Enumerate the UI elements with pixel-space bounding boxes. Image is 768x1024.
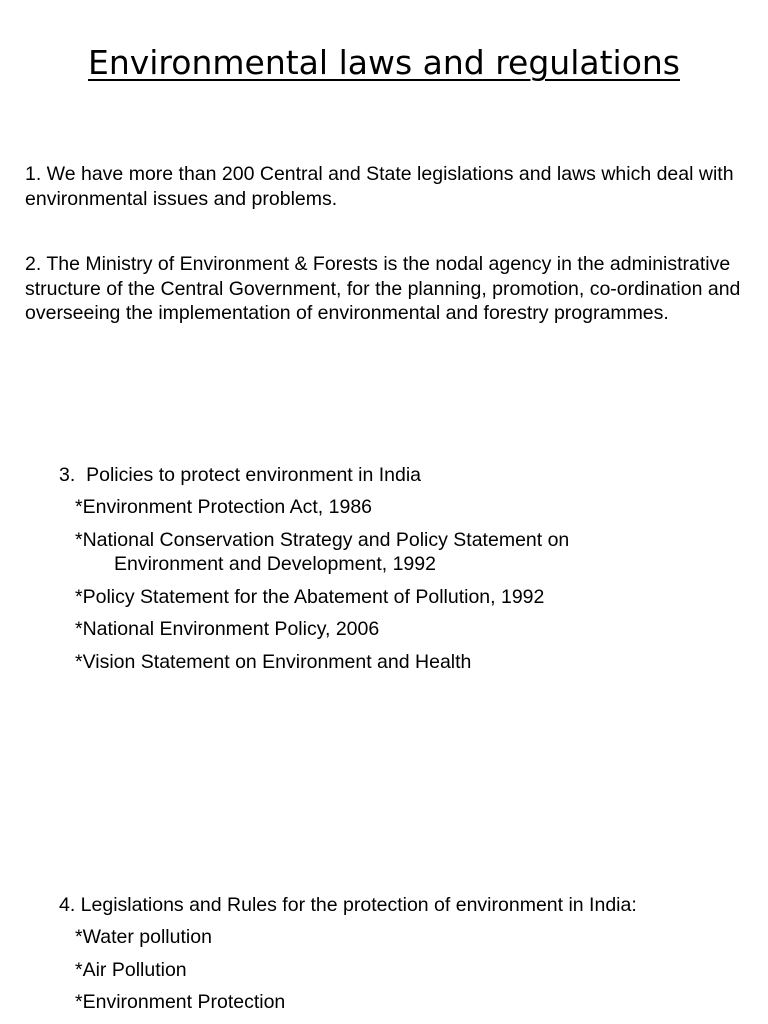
policy-item: *Policy Statement for the Abatement of Pollution, 1992	[75, 585, 545, 608]
legislation-item: *Environment Protection	[75, 991, 286, 1013]
policy-item: *Vision Statement on Environment and Health	[75, 650, 472, 673]
legislations-section	[59, 893, 749, 1015]
paragraph-2: 2. The Ministry of Environment & Forests is the nodal agency in the administrative structure of the Central Government, for the planning, promotion, co-ordination and overseeing the implementation of environmental and forestry programmes.	[25, 253, 741, 324]
page-title: Environmental laws and regulations	[87, 43, 681, 82]
policies-section	[59, 463, 749, 674]
policy-item	[75, 528, 749, 577]
policy-item-line2: Environment and Development, 1992	[114, 553, 436, 575]
legislations-heading: 4. Legislations and Rules for the protection of environment in India:	[59, 894, 637, 916]
legislation-item: *Air Pollution	[75, 958, 187, 981]
legislation-item: *Water pollution	[75, 926, 212, 948]
policy-item: *National Environment Policy, 2006	[75, 618, 380, 640]
policies-heading: 3. Policies to protect environment in India	[59, 464, 422, 486]
paragraph-1: 1. We have more than 200 Central and State legislations and laws which deal with environmental issues and problems.	[25, 163, 734, 210]
policy-item: *Environment Protection Act, 1986	[75, 496, 373, 518]
policy-item-line1: *National Conservation Strategy and Policy Statement on	[75, 528, 570, 551]
